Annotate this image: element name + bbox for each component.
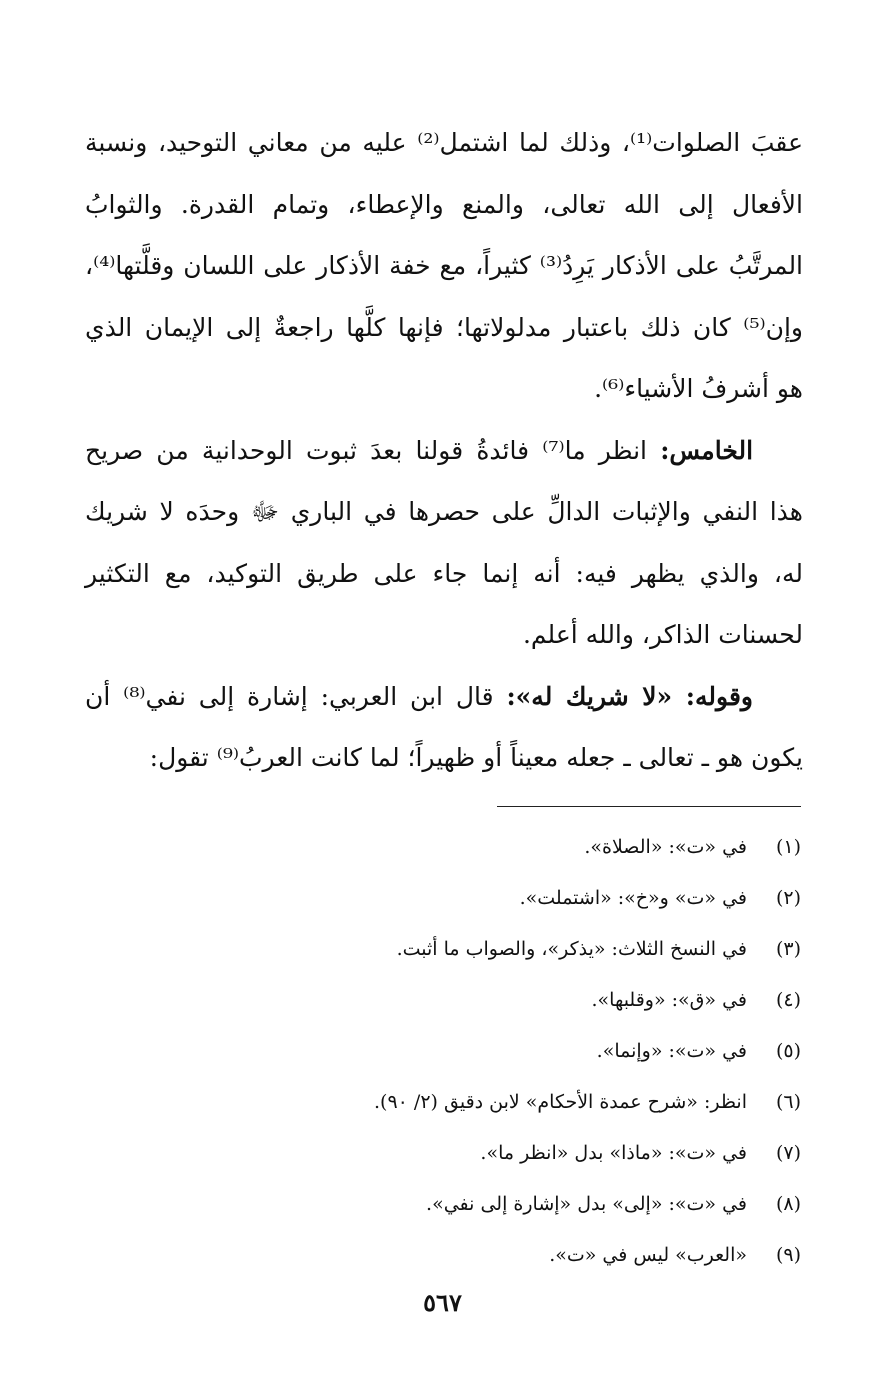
footnote-text: «العرب» ليس في «ت».	[549, 1244, 747, 1266]
footnote-number: (٤)	[775, 989, 801, 1011]
text-line: يكون هو ـ تعالى ـ جعله معيناً أو ظهيراً؛ لما كانت العربُ⁽⁹⁾ تقول:	[149, 743, 803, 772]
footnote-number: (٨)	[775, 1193, 801, 1215]
paragraph-1	[85, 112, 803, 420]
footnote-number: (٢)	[775, 887, 801, 909]
footnote-text: في «ت»: «إلى» بدل «إشارة إلى نفي».	[426, 1193, 747, 1215]
footnote-text: في النسخ الثلاث: «يذكر»، والصواب ما أثبت.	[396, 938, 747, 960]
footnote-number: (٩)	[775, 1244, 801, 1266]
text-line-first	[85, 420, 803, 482]
text-line: لحسنات الذاكر، والله أعلم.	[522, 620, 803, 649]
footnote-text: في «ت»: «الصلاة».	[584, 836, 747, 858]
footnote-number: (٧)	[775, 1142, 801, 1164]
footnote-item	[101, 1077, 801, 1128]
text-line: هو أشرفُ الأشياء⁽⁶⁾.	[594, 374, 803, 403]
paragraph-2	[85, 420, 803, 666]
text-span: انظر ما⁽⁷⁾ فائدةُ قولنا بعدَ ثبوت الوحدانية من صريح	[85, 435, 661, 465]
paragraph-3	[85, 666, 803, 789]
footnote-item	[101, 822, 801, 873]
paragraph-heading: الخامس:	[660, 435, 754, 465]
text-line: عقبَ الصلوات⁽¹⁾، وذلك لما اشتمل⁽²⁾ عليه من معاني التوحيد، ونسبة	[85, 128, 803, 157]
main-text-block	[85, 112, 803, 789]
footnote-number: (٦)	[775, 1091, 801, 1113]
page-number: ٥٦٧	[423, 1288, 462, 1317]
footnote-text: في «ت» و«خ»: «اشتملت».	[519, 887, 747, 909]
text-line: هذا النفي والإثبات الدالِّ على حصرها في الباري ﷻ وحدَه لا شريك	[85, 497, 803, 526]
text-line: المرتَّبُ على الأذكار يَرِدُ⁽³⁾ كثيراً، مع خفة الأذكار على اللسان وقلَّتها⁽⁴⁾،	[85, 251, 804, 280]
text-line: له، والذي يظهر فيه: أنه إنما جاء على طريق التوكيد، مع التكثير	[85, 558, 803, 588]
footnote-item	[101, 1179, 801, 1230]
text-line: الأفعال إلى الله تعالى، والمنع والإعطاء، وتمام القدرة. والثوابُ	[85, 189, 803, 219]
footnote-item	[101, 1230, 801, 1281]
footnotes-list	[101, 822, 801, 1281]
footnote-separator	[497, 806, 801, 807]
text-span: قال ابن العربي: إشارة إلى نفي⁽⁸⁾ أن	[85, 681, 507, 711]
text-line-first	[85, 666, 803, 728]
footnote-text: في «ق»: «وقلبها».	[591, 989, 747, 1011]
footnote-number: (٥)	[775, 1040, 801, 1062]
footnote-item	[101, 924, 801, 975]
footnote-text: انظر: «شرح عمدة الأحكام» لابن دقيق (٢/ ٩٠).	[373, 1091, 747, 1113]
footnote-item	[101, 975, 801, 1026]
quoted-phrase-heading: وقوله: «لا شريك له»:	[506, 681, 753, 711]
footnote-item	[101, 873, 801, 924]
footnote-item	[101, 1026, 801, 1077]
footnote-item	[101, 1128, 801, 1179]
footnote-number: (٣)	[775, 938, 801, 960]
footnote-text: في «ت»: «ماذا» بدل «انظر ما».	[480, 1142, 747, 1164]
footnote-text: في «ت»: «وإنما».	[596, 1040, 747, 1062]
footnote-number: (١)	[775, 836, 801, 858]
text-line: وإن⁽⁵⁾ كان ذلك باعتبار مدلولاتها؛ فإنها كلَّها راجعةٌ إلى الإيمان الذي	[85, 312, 803, 342]
